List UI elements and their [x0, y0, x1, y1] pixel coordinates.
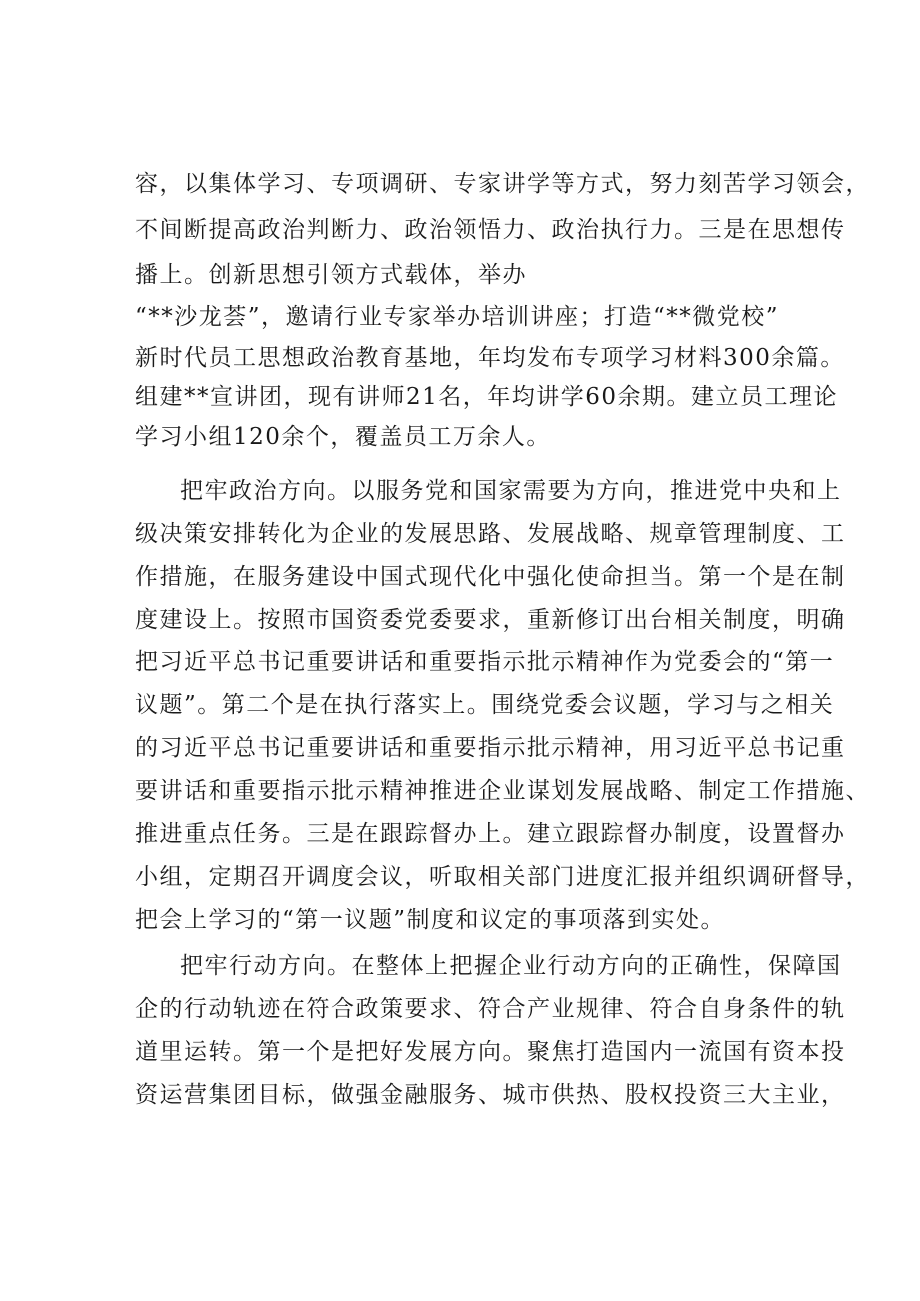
- text-line: 容，以集体学习、专项调研、专家讲学等方式，努力刻苦学习领会，: [135, 171, 870, 197]
- text-line: “**沙龙荟”，邀请行业专家举办培训讲座；打造“**微党校”: [135, 304, 780, 330]
- text-line: 学习小组120余个，覆盖员工万余人。: [135, 424, 551, 450]
- text-line: 的习近平总书记重要讲话和重要指示批示精神，用习近平总书记重: [135, 735, 846, 761]
- text-line: 道里运转。第一个是把好发展方向。聚焦打造国内一流国有资本投: [135, 1039, 846, 1065]
- text-line: 级决策安排转化为企业的发展思路、发展战略、规章管理制度、工: [135, 521, 846, 547]
- text-line: 议题”。第二个是在执行落实上。围绕党委会议题，学习与之相关: [135, 692, 835, 718]
- text-line: 小组，定期召开调度会议，听取相关部门进度汇报并组织调研督导，: [135, 864, 870, 890]
- text-line: 组建**宣讲团，现有讲师21名，年均讲学60余期。建立员工理论: [135, 384, 839, 410]
- text-line: 把习近平总书记重要讲话和重要指示批示精神作为党委会的“第一: [135, 649, 835, 675]
- text-line: 度建设上。按照市国资委党委要求，重新修订出台相关制度，明确: [135, 607, 846, 633]
- text-line: 企的行动轨迹在符合政策要求、符合产业规律、符合自身条件的轨: [135, 996, 846, 1022]
- text-line: 要讲话和重要指示批示精神推进企业谋划发展战略、制定工作措施、: [135, 778, 870, 804]
- text-line: 新时代员工思想政治教育基地，年均发布专项学习材料300余篇。: [135, 345, 845, 371]
- text-line: 不间断提高政治判断力、政治领悟力、政治执行力。三是在思想传: [135, 217, 846, 243]
- text-line: 资运营集团目标，做强金融服务、城市供热、股权投资三大主业，: [135, 1082, 846, 1108]
- text-line: 播上。创新思想引领方式载体，举办: [135, 262, 527, 288]
- text-line: 作措施，在服务建设中国式现代化中强化使命担当。第一个是在制: [135, 564, 846, 590]
- paragraph-first-line: 把牢政治方向。以服务党和国家需要为方向，推进党中央和上: [180, 478, 842, 504]
- text-line: 推进重点任务。三是在跟踪督办上。建立跟踪督办制度，设置督办: [135, 821, 846, 847]
- text-line: 把会上学习的“第一议题”制度和议定的事项落到实处。: [135, 907, 726, 933]
- paragraph-first-line: 把牢行动方向。在整体上把握企业行动方向的正确性，保障国: [180, 953, 842, 979]
